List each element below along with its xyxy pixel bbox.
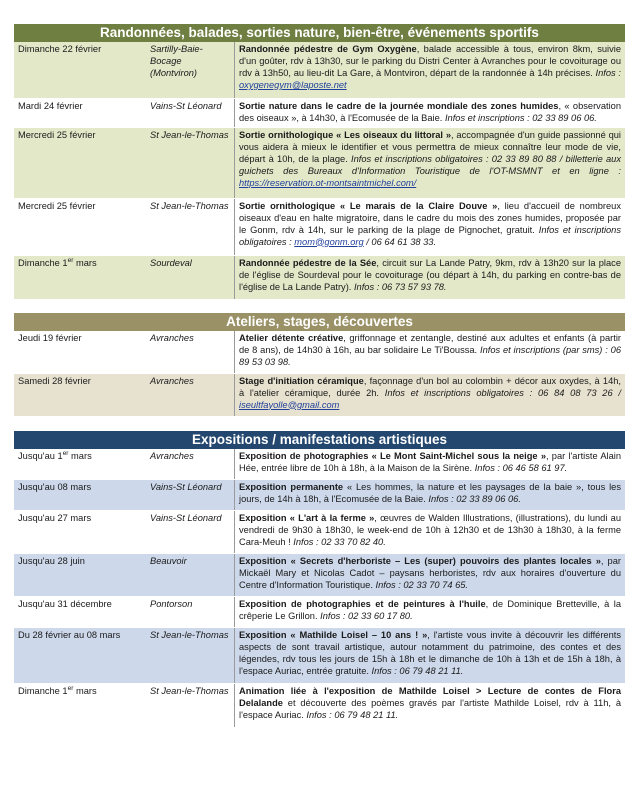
event-description: Exposition « Secrets d'herboriste – Les (super) pouvoirs des plantes locales », par Mickaël Mary et Nicolas Cadot – paysans herboristes, rdv aux horaires d'ouverture du Centre d'Information Touristique. Infos : 02 33 70 74 65. (235, 553, 626, 596)
events-table (14, 449, 625, 728)
section-randonnees (14, 24, 625, 300)
event-description: Exposition de photographies « Le Mont Saint-Michel sous la neige », par l'artiste Alain Hée, entrée libre de 10h à 18h, à la Maison de la Sirène. Infos : 06 46 58 61 97. (235, 449, 626, 479)
table-row (14, 449, 625, 479)
table-row (14, 331, 625, 373)
event-date: Jusqu'au 08 mars (14, 479, 144, 510)
event-place: Pontorson (144, 596, 235, 627)
event-place: Sartilly-Baie-Bocage (Montviron) (144, 42, 235, 98)
table-row (14, 255, 625, 299)
events-table (14, 331, 625, 417)
section-title: Ateliers, stages, découvertes (14, 313, 625, 331)
event-date: Jusqu'au 27 mars (14, 510, 144, 553)
event-date: Dimanche 1er mars (14, 255, 144, 299)
table-row (14, 373, 625, 416)
event-description: Exposition permanente « Les hommes, la nature et les paysages de la baie », tous les jours, de 14h à 18h, à l'Ecomusée de la Baie. Infos : 02 33 89 06 06. (235, 479, 626, 510)
event-date: Mardi 24 février (14, 98, 144, 127)
event-place: Avranches (144, 449, 235, 479)
event-date: Mercredi 25 février (14, 127, 144, 198)
email-link[interactable]: oxygenegym@laposte.net (239, 80, 347, 90)
section-title: Expositions / manifestations artistiques (14, 431, 625, 449)
event-description: Exposition « L'art à la ferme », œuvres de Walden Illustrations, (illustrations), du lundi au vendredi de 9h30 à 18h30, le week-end de 10h à 12h30 et de 13h30 à 18h30, à la ferme Cara-Meuh ! Infos : 02 33 70 82 40. (235, 510, 626, 553)
event-date: Jusqu'au 28 juin (14, 553, 144, 596)
event-place: Vains-St Léonard (144, 510, 235, 553)
event-description: Atelier détente créative, griffonnage et zentangle, destiné aux adultes et enfants (à partir de 8 ans), de 14h30 à 16h, au bar solidaire Le Ti'Boussa. Infos et inscriptions (par sms) : 06 89 53 03 98. (235, 331, 626, 373)
section-ateliers (14, 313, 625, 417)
table-row (14, 510, 625, 553)
event-description: Exposition de photographies et de peintures à l'huile, de Dominique Bretteville, à la crêperie Le Grillon. Infos : 02 33 60 17 80. (235, 596, 626, 627)
section-title: Randonnées, balades, sorties nature, bien-être, événements sportifs (14, 24, 625, 42)
section-expositions (14, 431, 625, 728)
table-row (14, 98, 625, 127)
table-row (14, 683, 625, 727)
table-row (14, 596, 625, 627)
event-date: Dimanche 22 février (14, 42, 144, 98)
event-date: Jeudi 19 février (14, 331, 144, 373)
table-row (14, 127, 625, 198)
event-date: Mercredi 25 février (14, 198, 144, 255)
event-description: Sortie ornithologique « Le marais de la Claire Douve », lieu d'accueil de nombreux oiseaux d'eau en halte migratoire, dans le cadre du mois des zones humides, proposée par le Gonm, rdv à 14h, sur le parking de la plage de Pignochet, gratuit. Infos et inscriptions obligatoires : mom@gonm.org / 06 64 61 38 33. (235, 198, 626, 255)
email-link[interactable]: mom@gonm.org (294, 236, 364, 247)
event-description: Exposition « Mathilde Loisel – 10 ans ! », l'artiste vous invite à découvrir les différents aspects de sont travail artistique, autour notamment du patrimoine, des contes et des légendes, rdv tous les jours de 15h à 18h et le dimanche de 10h à 13h et de 15h à 18h, à l'espace Auriac, entrée gratuite. Infos : 06 79 48 21 11. (235, 627, 626, 683)
event-place: Vains-St Léonard (144, 98, 235, 127)
table-row (14, 479, 625, 510)
event-place: Vains-St Léonard (144, 479, 235, 510)
event-description: Sortie ornithologique « Les oiseaux du littoral », accompagnée d'un guide passionné qui vous aidera à mieux le identifier et vous permettra de mieux connaître leur mode de vie, départ à 10h, de la plage. Infos et inscriptions obligatoires : 02 33 89 80 88 / billetterie aux guichets des Bureaux d'Information Touristique de l'OT-MSMNT et en ligne : https://reservation.ot-montsaintmichel.com/ (235, 127, 626, 198)
event-description: Randonnée pédestre de la Sée, circuit sur La Lande Patry, 9km, rdv à 13h20 sur la place de l'église de Sourdeval pour le covoiturage (ou départ à 14h, du parking en contre-bas de l'église de La Lande Patry). Infos : 06 73 57 93 78. (235, 255, 626, 299)
event-description: Stage d'initiation céramique, façonnage d'un bol au colombin + décor aux oxydes, à 14h, à l'atelier céramique, durée 2h. Infos et inscriptions obligatoires : 06 84 08 73 26 / iseultfayolle@gmail.com (235, 373, 626, 416)
table-row (14, 553, 625, 596)
event-place: St Jean-le-Thomas (144, 627, 235, 683)
event-date: Jusqu'au 1er mars (14, 449, 144, 479)
event-place: St Jean-le-Thomas (144, 127, 235, 198)
event-date: Jusqu'au 31 décembre (14, 596, 144, 627)
table-row (14, 42, 625, 98)
event-place: St Jean-le-Thomas (144, 198, 235, 255)
events-table (14, 42, 625, 300)
event-place: Sourdeval (144, 255, 235, 299)
event-description: Randonnée pédestre de Gym Oxygène, balade accessible à tous, environ 8km, suivie d'un goûter, rdv à 13h30, sur le parking du Distri Center à Avranches pour le covoiturage ou rdv à 13h50, au lieu-dit La Gare, à Montviron, départ de la randonnée à 14h précises. Infos : oxygenegym@laposte.net (235, 42, 626, 98)
email-link[interactable]: iseultfayolle@gmail.com (239, 399, 340, 410)
event-date: Du 28 février au 08 mars (14, 627, 144, 683)
event-date: Dimanche 1er mars (14, 683, 144, 727)
event-place: Beauvoir (144, 553, 235, 596)
event-place: St Jean-le-Thomas (144, 683, 235, 727)
event-description: Animation liée à l'exposition de Mathilde Loisel > Lecture de contes de Flora Delalande et découverte des poèmes gravés par l'artiste Mathilde Loisel, rdv à 11h, à l'espace Auriac. Infos : 06 79 48 21 11. (235, 683, 626, 727)
event-place: Avranches (144, 373, 235, 416)
table-row (14, 627, 625, 683)
table-row (14, 198, 625, 255)
event-place: Avranches (144, 331, 235, 373)
reservation-link[interactable]: https://reservation.ot-montsaintmichel.com/ (239, 177, 417, 188)
event-date: Samedi 28 février (14, 373, 144, 416)
event-description: Sortie nature dans le cadre de la journée mondiale des zones humides, « observation des oiseaux », à 14h30, à l'Ecomusée de la Baie. Infos et inscriptions : 02 33 89 06 06. (235, 98, 626, 127)
